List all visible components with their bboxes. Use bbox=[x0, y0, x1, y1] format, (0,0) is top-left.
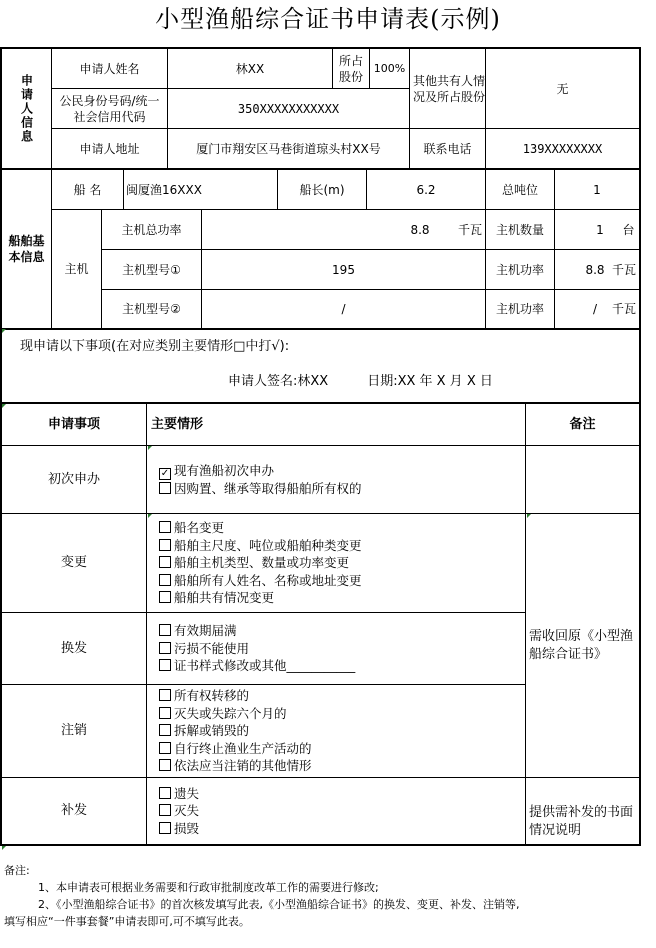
share-value: 100% bbox=[373, 61, 406, 75]
item-reissue: 补发 bbox=[60, 803, 87, 818]
option-label: 自行终止渔业生产活动的 bbox=[174, 740, 312, 756]
option-row[interactable] bbox=[159, 785, 525, 803]
option-row[interactable] bbox=[159, 757, 525, 775]
total-power-label: 主机总功率 bbox=[121, 222, 182, 237]
option-label: 因购置、继承等取得船舶所有权的 bbox=[174, 480, 362, 496]
engine-power-1-value: 8.8 bbox=[585, 262, 605, 277]
column-header-remark: 备注 bbox=[569, 416, 596, 432]
address-label: 申请人地址 bbox=[79, 141, 140, 156]
checkbox-icon[interactable] bbox=[159, 591, 171, 603]
option-row[interactable] bbox=[159, 705, 525, 723]
id-number-value: 350XXXXXXXXXXX bbox=[237, 101, 340, 116]
co-owner-label: 其他共有人情况及所占股份 bbox=[413, 73, 486, 104]
co-owner-value: 无 bbox=[556, 81, 569, 96]
item-initial-application: 初次申办 bbox=[47, 471, 100, 487]
options-cancellation bbox=[147, 685, 525, 777]
checkbox-icon[interactable] bbox=[159, 822, 171, 834]
option-row[interactable] bbox=[159, 462, 525, 480]
checkbox-icon[interactable] bbox=[159, 759, 171, 771]
form-title: 小型渔船综合证书申请表(示例) bbox=[155, 5, 501, 33]
checkbox-icon[interactable] bbox=[159, 556, 171, 568]
engine-model-2-label: 主机型号② bbox=[122, 302, 181, 316]
engine-model-1-label: 主机型号① bbox=[122, 262, 181, 277]
checkbox-icon[interactable] bbox=[159, 539, 171, 551]
option-row[interactable] bbox=[159, 802, 525, 820]
remark-renewal-cancellation: 需收回原《小型渔船综合证书》 bbox=[529, 628, 634, 662]
option-label: 有效期届满 bbox=[174, 623, 237, 639]
checkbox-icon[interactable] bbox=[159, 787, 171, 799]
tonnage-label: 总吨位 bbox=[501, 182, 538, 197]
option-label: 船舶主机类型、数量或功率变更 bbox=[174, 555, 350, 571]
item-renewal: 换发 bbox=[60, 640, 87, 656]
engine-count-label: 主机数量 bbox=[495, 222, 544, 237]
note-line-2: 2、《小型渔船综合证书》的首次核发填写此表,《小型渔船综合证书》的换发、变更、补发、注销等, bbox=[38, 898, 520, 911]
option-label: 证书样式修改或其他___________ bbox=[174, 658, 356, 674]
option-row[interactable] bbox=[159, 589, 525, 607]
option-row[interactable] bbox=[159, 537, 525, 555]
engine-power-1-unit: 千瓦 bbox=[611, 262, 636, 277]
applicant-name-value: 林XX bbox=[235, 61, 265, 76]
applicant-section-label: 申请人信息 bbox=[19, 73, 34, 144]
option-label: 现有渔船初次申办 bbox=[174, 462, 275, 478]
options-reissue bbox=[147, 778, 525, 844]
engine-power-2-value: / bbox=[592, 302, 598, 316]
checkbox-checked-icon[interactable]: ✓ bbox=[160, 467, 170, 479]
note-line-3: 填写相应“一件事套餐”申请表即可,可不填写此表。 bbox=[4, 915, 250, 928]
option-label: 船舶主尺度、吨位或船舶种类变更 bbox=[174, 537, 362, 553]
vessel-length-value: 6.2 bbox=[416, 182, 436, 197]
option-row[interactable] bbox=[159, 572, 525, 590]
option-label: 遗失 bbox=[174, 785, 200, 801]
option-row[interactable] bbox=[159, 657, 525, 675]
id-number-label: 公民身份号码/统一社会信用代码 bbox=[59, 93, 160, 124]
vessel-name-label: 船 名 bbox=[73, 182, 102, 197]
option-row[interactable] bbox=[159, 740, 525, 758]
option-label: 损毁 bbox=[174, 820, 200, 836]
total-power-unit: 千瓦 bbox=[457, 222, 482, 237]
item-cancellation: 注销 bbox=[60, 723, 87, 738]
checkbox-icon[interactable] bbox=[159, 624, 171, 636]
checkbox-icon[interactable] bbox=[159, 659, 171, 671]
engine-model-2-value: / bbox=[341, 302, 346, 316]
checkbox-icon[interactable] bbox=[159, 482, 171, 494]
notes-heading: 备注: bbox=[4, 864, 30, 877]
option-label: 所有权转移的 bbox=[174, 688, 250, 704]
option-row[interactable] bbox=[159, 820, 525, 838]
column-header-situation: 主要情形 bbox=[151, 416, 204, 432]
engine-power-2-label: 主机功率 bbox=[495, 302, 544, 316]
option-label: 船舶所有人姓名、名称或地址变更 bbox=[174, 572, 362, 588]
checkbox-icon[interactable] bbox=[159, 724, 171, 736]
engine-power-2-unit: 千瓦 bbox=[611, 302, 636, 316]
option-row[interactable] bbox=[159, 480, 525, 498]
engine-count-value: 1 bbox=[596, 222, 604, 237]
option-row[interactable] bbox=[159, 687, 525, 705]
tonnage-value: 1 bbox=[593, 182, 601, 197]
options-change bbox=[147, 514, 525, 612]
option-row[interactable] bbox=[159, 554, 525, 572]
remark-reissue: 提供需补发的书面情况说明 bbox=[529, 805, 634, 838]
option-label: 污损不能使用 bbox=[174, 640, 250, 656]
vessel-section-label: 船舶基本信息 bbox=[8, 234, 45, 264]
checkbox-icon[interactable] bbox=[159, 707, 171, 719]
checkbox-icon[interactable] bbox=[159, 642, 171, 654]
engine-label: 主机 bbox=[64, 262, 89, 276]
item-change: 变更 bbox=[60, 555, 87, 570]
vessel-name-value: 闽厦渔16XXX bbox=[126, 182, 202, 197]
total-power-value: 8.8 bbox=[410, 222, 430, 237]
option-row[interactable] bbox=[159, 722, 525, 740]
request-instruction: 现申请以下事项(在对应类别主要情形□中打√): bbox=[20, 339, 290, 354]
option-label: 拆解或销毁的 bbox=[174, 723, 250, 739]
checkbox-icon[interactable] bbox=[159, 521, 171, 533]
checkbox-icon[interactable] bbox=[159, 574, 171, 586]
engine-power-1-label: 主机功率 bbox=[495, 262, 544, 277]
vessel-length-label: 船长(m) bbox=[299, 182, 345, 197]
phone-value: 139XXXXXXXX bbox=[522, 141, 603, 156]
checkbox-icon[interactable] bbox=[159, 742, 171, 754]
checkbox-icon[interactable] bbox=[159, 804, 171, 816]
note-line-1: 1、本申请表可根据业务需要和行政审批制度改革工作的需要进行修改; bbox=[38, 881, 379, 894]
column-header-item: 申请事项 bbox=[47, 416, 100, 432]
options-renewal bbox=[147, 613, 525, 684]
option-label: 灭失或失踪六个月的 bbox=[174, 705, 287, 721]
engine-count-unit: 台 bbox=[622, 222, 635, 237]
applicant-name-label: 申请人姓名 bbox=[79, 61, 140, 76]
option-label: 灭失 bbox=[174, 803, 200, 819]
address-value: 厦门市翔安区马巷街道琼头村XX号 bbox=[196, 141, 381, 156]
share-label: 所占股份 bbox=[338, 53, 363, 84]
option-row[interactable] bbox=[159, 519, 525, 537]
engine-model-1-value: 195 bbox=[332, 262, 355, 277]
phone-label: 联系电话 bbox=[423, 141, 472, 156]
options-initial-application bbox=[147, 446, 525, 513]
option-label: 船名变更 bbox=[174, 520, 225, 536]
option-row[interactable] bbox=[159, 622, 525, 640]
checkbox-icon[interactable] bbox=[159, 689, 171, 701]
option-label: 船舶共有情况变更 bbox=[174, 590, 275, 606]
option-row[interactable] bbox=[159, 640, 525, 658]
applicant-signature-date: 申请人签名:林XX 日期:XX 年 X 月 X 日 bbox=[228, 374, 493, 389]
option-label: 依法应当注销的其他情形 bbox=[174, 758, 312, 774]
